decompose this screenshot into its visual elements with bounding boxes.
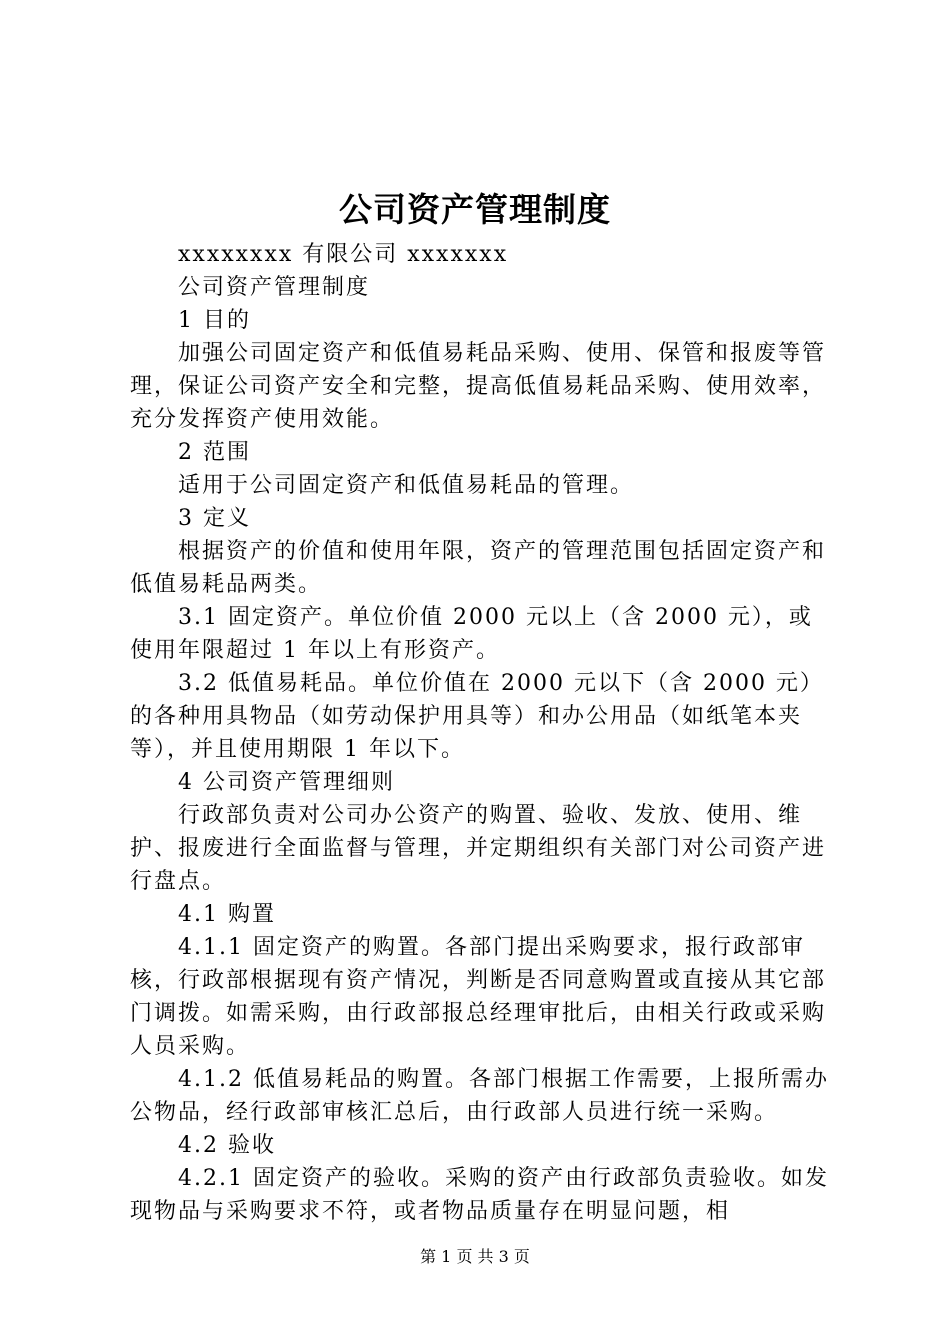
company-line: xxxxxxxx 有限公司 xxxxxxx: [178, 242, 509, 267]
document-body: [130, 238, 830, 1228]
paragraph-definition: 根据资产的价值和使用年限，资产的管理范围包括固定资产和低值易耗品两类。: [130, 539, 827, 597]
section-heading-rules: 4 公司资产管理细则: [178, 770, 395, 795]
document-title: 公司资产管理制度: [339, 190, 611, 229]
paragraph-scope: 适用于公司固定资产和低值易耗品的管理。: [178, 473, 635, 498]
paragraph-fixed-assets: 3.1 固定资产。单位价值 2000 元以上（含 2000 元），或使用年限超过 1 年以上有形资产。: [130, 605, 813, 663]
paragraph-purchase-fixed: 4.1.1 固定资产的购置。各部门提出采购要求，报行政部审核，行政部根据现有资产情况，判断是否同意购置或直接从其它部门调拨。如需采购，由行政部报总经理审批后，由相关行政或采购人员采购。: [130, 935, 827, 1059]
subtitle-line: 公司资产管理制度: [178, 275, 371, 300]
section-heading-definition: 3 定义: [178, 506, 251, 531]
paragraph-purchase-low-value: 4.1.2 低值易耗品的购置。各部门根据工作需要，上报所需办公物品，经行政部审核汇总后，由行政部人员进行统一采购。: [130, 1067, 829, 1125]
paragraph-rules: 行政部负责对公司办公资产的购置、验收、发放、使用、维护、报废进行全面监督与管理，并定期组织有关部门对公司资产进行盘点。: [130, 803, 827, 894]
paragraph-acceptance-fixed: 4.2.1 固定资产的验收。采购的资产由行政部负责验收。如发现物品与采购要求不符，或者物品质量存在明显问题，相: [130, 1166, 829, 1224]
paragraph-purpose: 加强公司固定资产和低值易耗品采购、使用、保管和报废等管理，保证公司资产安全和完整，提高低值易耗品采购、使用效率，充分发挥资产使用效能。: [130, 341, 827, 432]
section-heading-scope: 2 范围: [178, 440, 251, 465]
section-heading-purpose: 1 目的: [178, 308, 251, 333]
section-heading-acceptance: 4.2 验收: [178, 1133, 276, 1158]
paragraph-low-value-items: 3.2 低值易耗品。单位价值在 2000 元以下（含 2000 元）的各种用具物品（如劳动保护用具等）和办公用品（如纸笔本夹等），并且使用期限 1 年以下。: [130, 671, 824, 762]
page-footer: 第 1 页 共 3 页: [420, 1247, 530, 1266]
section-heading-purchase: 4.1 购置: [178, 902, 276, 927]
